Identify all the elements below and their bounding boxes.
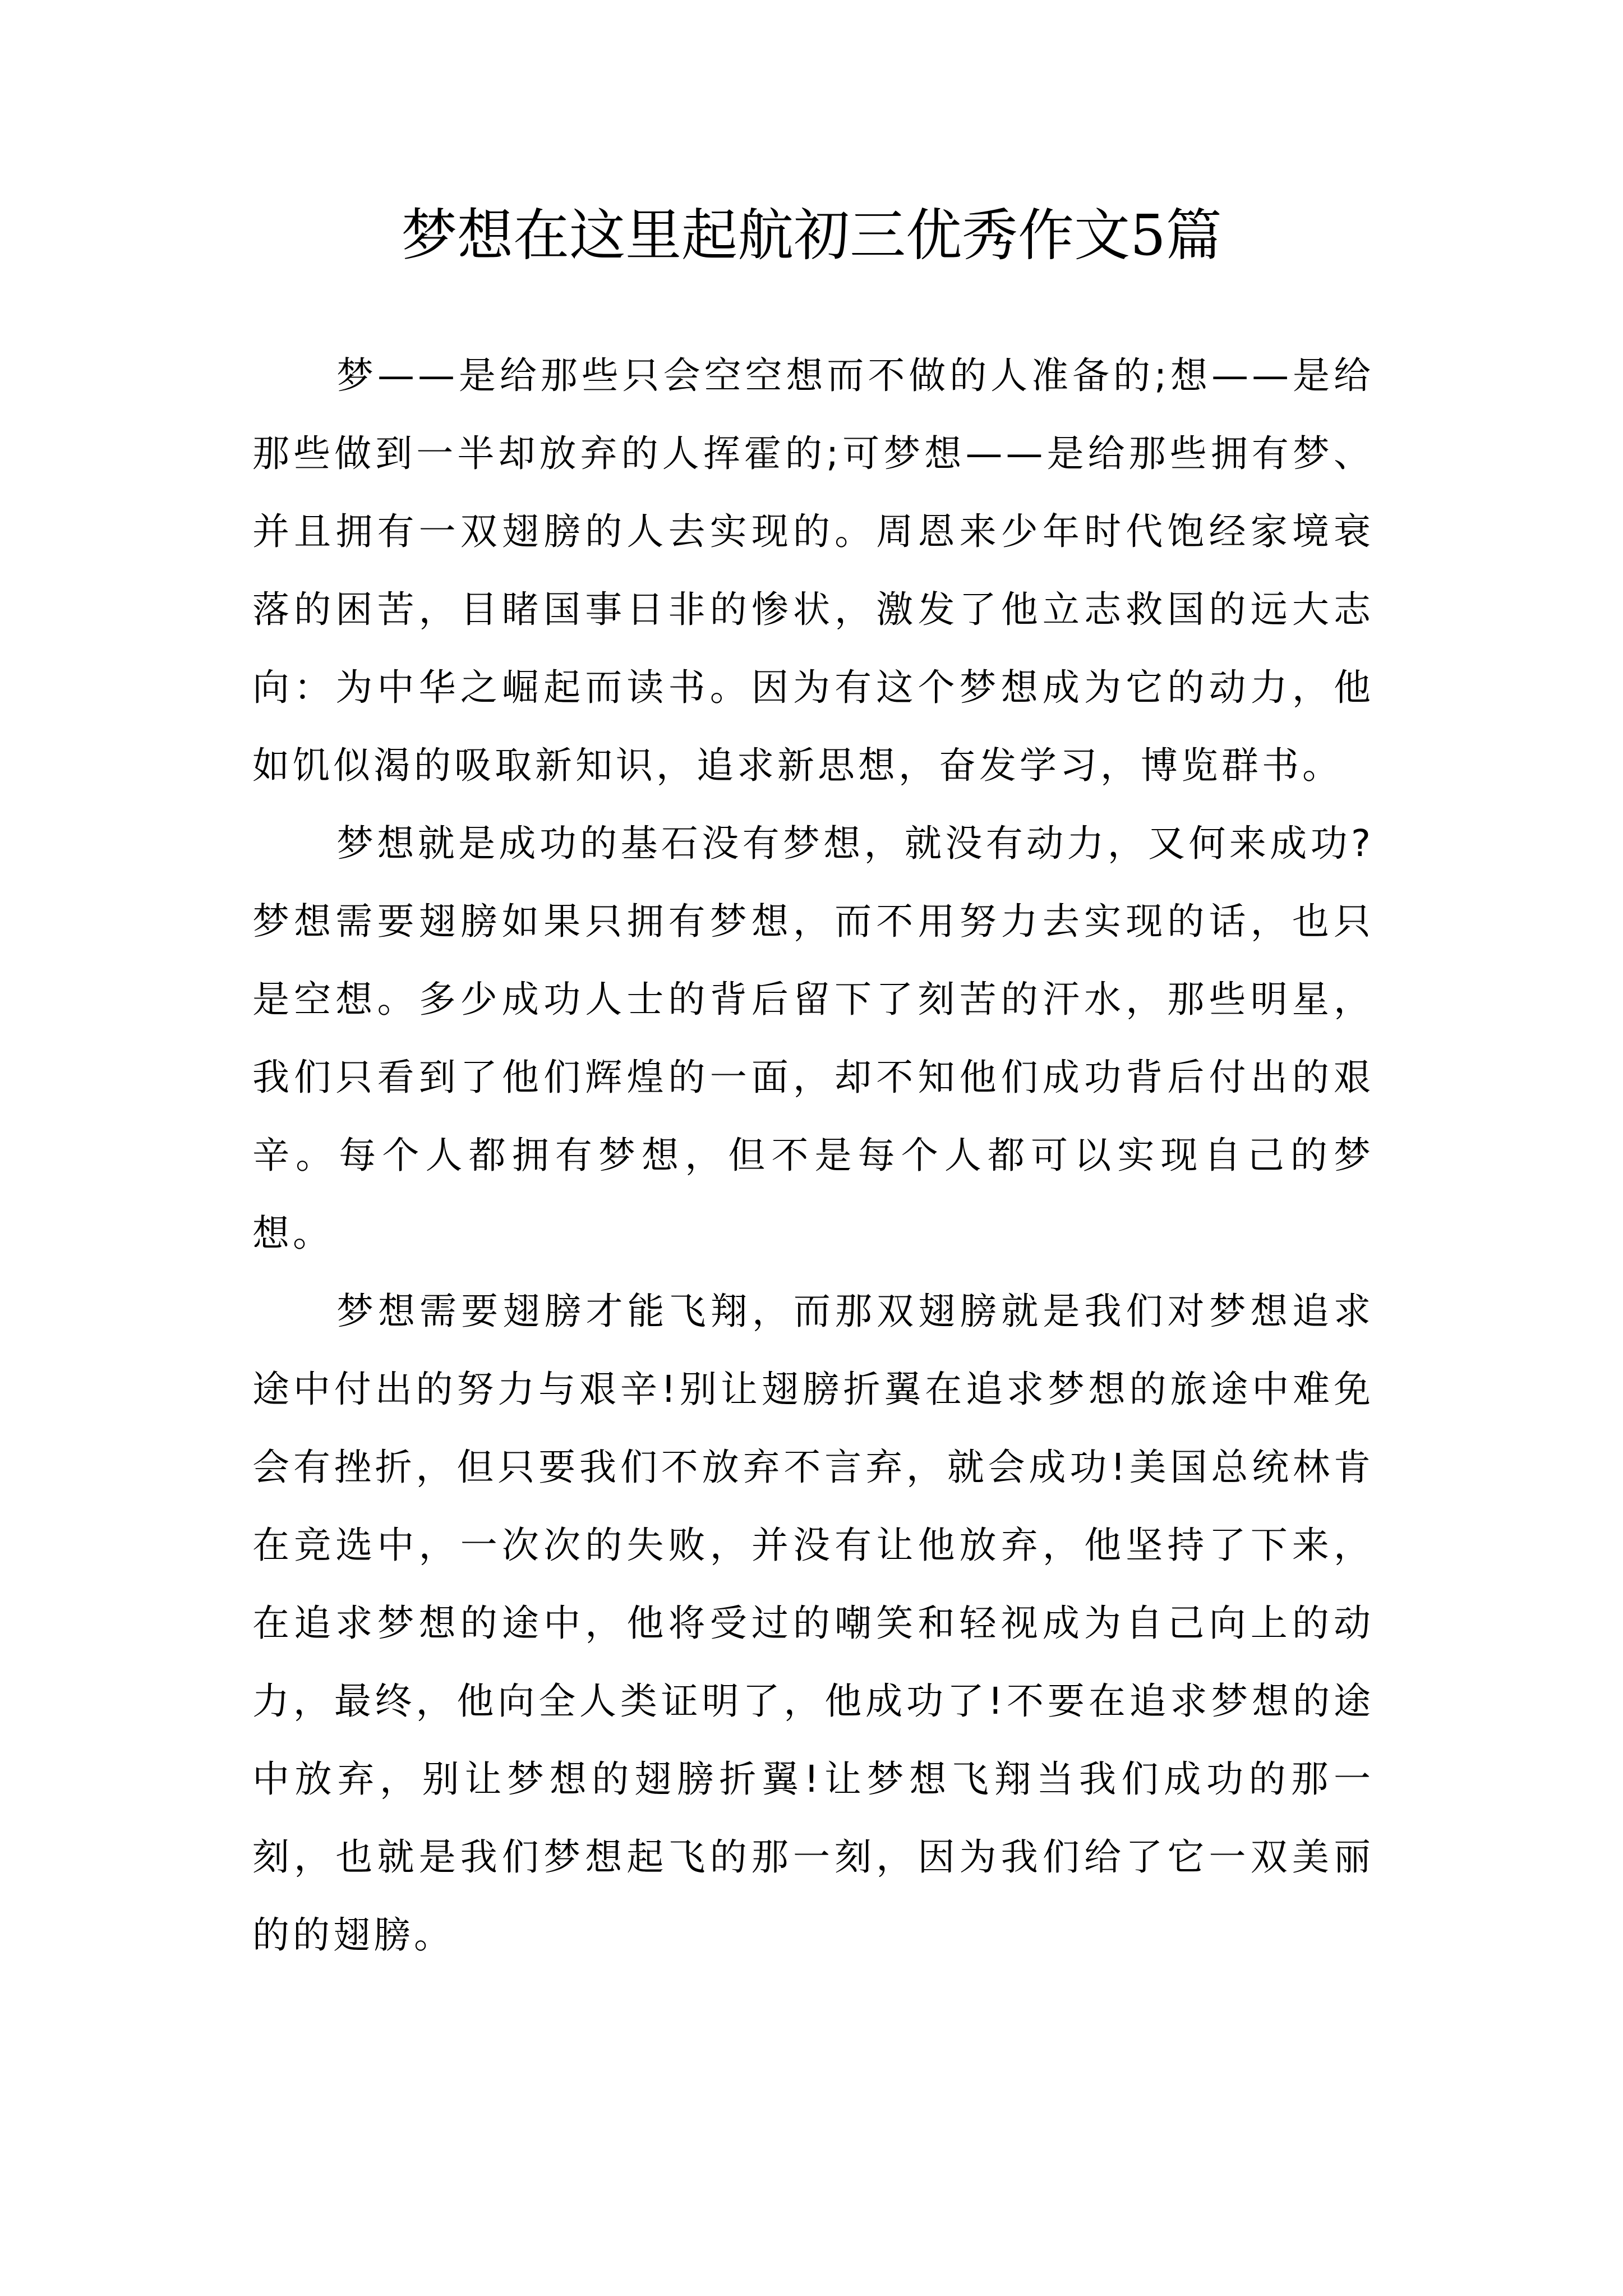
document-body <box>252 337 1374 1974</box>
paragraph: 梦——是给那些只会空空想而不做的人准备的;想——是给那些做到一半却放弃的人挥霍的;可梦想——是给那些拥有梦、并且拥有一双翅膀的人去实现的。周恩来少年时代饱经家境衰落的困苦，目睹国事日非的惨状，激发了他立志救国的远大志向：为中华之崛起而读书。因为有这个梦想成为它的动力，他如饥似渴的吸取新知识，追求新思想，奋发学习，博览群书。 <box>252 354 1374 787</box>
paragraph: 梦想需要翅膀才能飞翔，而那双翅膀就是我们对梦想追求途中付出的努力与艰辛!别让翅膀折翼在追求梦想的旅途中难免会有挫折，但只要我们不放弃不言弃，就会成功!美国总统林肯在竞选中，一次次的失败，并没有让他放弃，他坚持了下来，在追求梦想的途中，他将受过的嘲笑和轻视成为自己向上的动力，最终，他向全人类证明了，他成功了!不要在追求梦想的途中放弃，别让梦想的翅膀折翼!让梦想飞翔当我们成功的那一刻，也就是我们梦想起飞的那一刻，因为我们给了它一双美丽的的翅膀。 <box>252 1290 1374 1957</box>
paragraph: 梦想就是成功的基石没有梦想，就没有动力，又何来成功?梦想需要翅膀如果只拥有梦想，而不用努力去实现的话，也只是空想。多少成功人士的背后留下了刻苦的汗水，那些明星，我们只看到了他们辉煌的一面，却不知他们成功背后付出的艰辛。每个人都拥有梦想，但不是每个人都可以实现自己的梦想。 <box>252 822 1374 1255</box>
document-title: 梦想在这里起航初三优秀作文5篇 <box>401 203 1222 268</box>
